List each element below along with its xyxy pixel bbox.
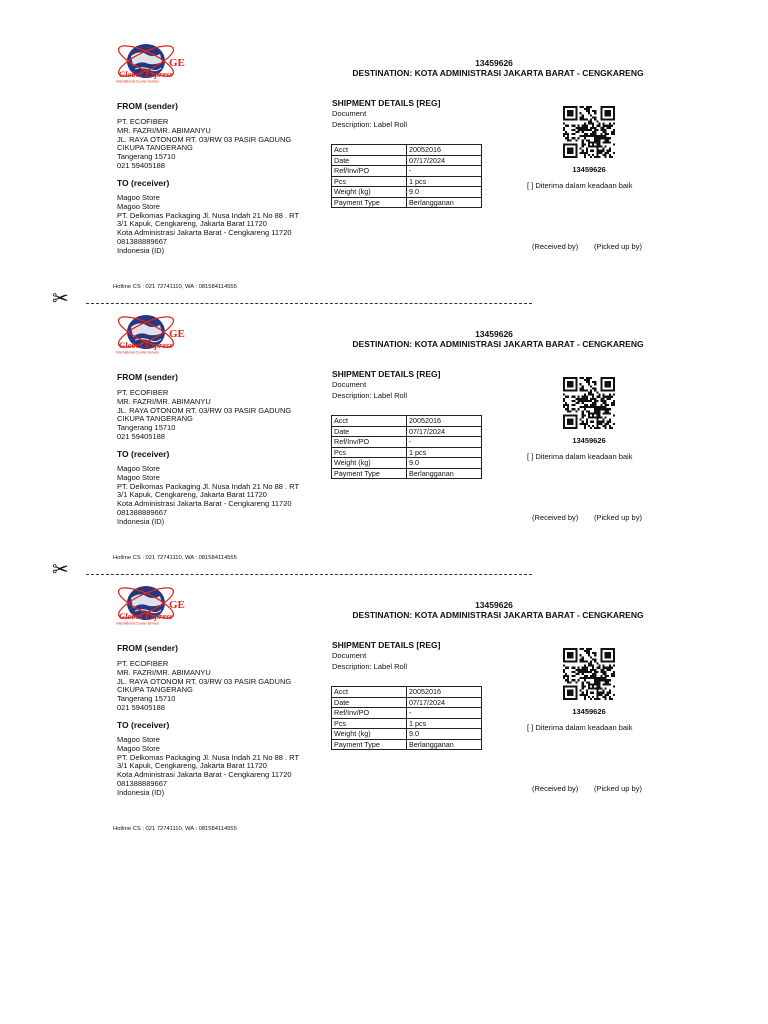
shipment-description: Description: Label Roll [332, 120, 408, 129]
address-line: Magoo Store [117, 735, 160, 744]
detail-row [332, 718, 482, 729]
shipment-details-table [331, 415, 482, 479]
detail-row [332, 697, 482, 708]
globe-logo-icon [113, 313, 185, 355]
detail-value: Berlangganan [407, 468, 482, 479]
address-line: Indonesia (ID) [117, 516, 165, 526]
awb-number: 13459626 [475, 58, 513, 68]
detail-key: Payment Type [332, 468, 407, 479]
address-line: Kota Administrasi Jakarta Barat - Cengkareng 11720 [117, 228, 292, 238]
detail-key: Ref/Inv/PO [332, 708, 407, 719]
detail-row [332, 166, 482, 177]
awb-header [336, 58, 652, 78]
logo-letters: GE [169, 57, 185, 69]
shipment-description: Description: Label Roll [332, 391, 408, 400]
destination: DESTINATION: KOTA ADMINISTRASI JAKARTA BARAT - CENGKARENG [352, 68, 644, 78]
qr-code-icon [563, 377, 615, 429]
detail-value: 20052016 [407, 416, 482, 427]
qr-number: 13459626 [572, 436, 606, 445]
detail-row [332, 687, 482, 698]
sender-address [117, 118, 291, 171]
shipping-label-1 [0, 0, 768, 290]
received-by: (Received by) [532, 242, 579, 251]
address-line: Indonesia (ID) [117, 787, 165, 797]
address-line: CIKUPA TANGERANG [117, 414, 193, 424]
acceptance-check: [ ] Diterima dalam keadaan baik [527, 452, 633, 461]
globe-logo-icon [113, 42, 185, 84]
detail-key: Date [332, 155, 407, 166]
detail-value: 1 pcs [407, 447, 482, 458]
address-line: 3/1 Kapuk, Cengkareng, Jakarta Barat 11720 [117, 761, 267, 771]
qr-code-icon [563, 106, 615, 158]
received-by: (Received by) [532, 784, 579, 793]
logo-letters: GE [169, 599, 185, 611]
from-title: FROM (sender) [117, 372, 178, 382]
detail-key: Acct [332, 145, 407, 156]
to-title: TO (receiver) [117, 178, 170, 188]
detail-value: 9.0 [407, 187, 482, 198]
logo-name: Global Express [119, 340, 173, 350]
address-line: PT. Delkomas Packaging Jl. Nusa Indah 21 No 88 . RT [117, 210, 300, 220]
receiver-address [117, 465, 299, 527]
detail-key: Acct [332, 687, 407, 698]
address-line: CIKUPA TANGERANG [117, 143, 193, 153]
detail-row [332, 437, 482, 448]
acceptance-check: [ ] Diterima dalam keadaan baik [527, 181, 633, 190]
detail-row [332, 187, 482, 198]
detail-value: - [407, 166, 482, 177]
detail-value: 1 pcs [407, 718, 482, 729]
detail-value: 1 pcs [407, 176, 482, 187]
address-line: Magoo Store [117, 472, 160, 482]
detail-row [332, 447, 482, 458]
address-line: 3/1 Kapuk, Cengkareng, Jakarta Barat 11720 [117, 490, 267, 500]
detail-key: Ref/Inv/PO [332, 166, 407, 177]
detail-row [332, 426, 482, 437]
detail-row [332, 739, 482, 750]
detail-value: 07/17/2024 [407, 426, 482, 437]
address-line: PT. ECOFIBER [117, 659, 169, 668]
picked-up-by: (Picked up by) [594, 513, 642, 522]
awb-number: 13459626 [475, 329, 513, 339]
detail-row [332, 176, 482, 187]
address-line: Magoo Store [117, 464, 160, 473]
sender-address [117, 389, 291, 442]
logo-tagline: International Courier Service [116, 621, 159, 626]
shipment-details-table [331, 686, 482, 750]
qr-code-icon [563, 648, 615, 700]
hotline: Hotline CS : 021 72741110, WA : 081584114555 [113, 555, 237, 561]
detail-row [332, 155, 482, 166]
detail-row [332, 416, 482, 427]
logo-tagline: International Courier Service [116, 350, 159, 355]
address-line: Magoo Store [117, 193, 160, 202]
shipment-details-title: SHIPMENT DETAILS [REG] [332, 640, 441, 650]
address-line: JL. RAYA OTONOM RT. 03/RW 03 PASIR GADUNG [117, 405, 292, 415]
address-line: MR. FAZRI/MR. ABIMANYU [117, 125, 211, 135]
detail-key: Weight (kg) [332, 187, 407, 198]
address-line: JL. RAYA OTONOM RT. 03/RW 03 PASIR GADUNG [117, 134, 292, 144]
detail-key: Acct [332, 416, 407, 427]
address-line: MR. FAZRI/MR. ABIMANYU [117, 396, 211, 406]
shipment-details-table [331, 144, 482, 208]
to-title: TO (receiver) [117, 720, 170, 730]
shipment-details-title: SHIPMENT DETAILS [REG] [332, 98, 441, 108]
detail-value: - [407, 437, 482, 448]
detail-value: 20052016 [407, 145, 482, 156]
detail-value: 07/17/2024 [407, 697, 482, 708]
detail-key: Pcs [332, 447, 407, 458]
address-line: 081388889667 [117, 236, 168, 246]
logo-name: Global Express [119, 611, 173, 621]
scissors-icon: ✂ [52, 288, 69, 310]
detail-key: Date [332, 426, 407, 437]
cut-line-1 [52, 288, 532, 311]
address-line: Tangerang 15710 [117, 423, 176, 433]
address-line: Tangerang 15710 [117, 152, 176, 162]
from-title: FROM (sender) [117, 101, 178, 111]
detail-row [332, 197, 482, 208]
detail-value: 20052016 [407, 687, 482, 698]
hotline: Hotline CS : 021 72741110, WA : 081584114555 [113, 284, 237, 290]
detail-value: 9.0 [407, 458, 482, 469]
hotline: Hotline CS : 021 72741110, WA : 081584114555 [113, 826, 237, 832]
detail-key: Ref/Inv/PO [332, 437, 407, 448]
awb-header [336, 329, 652, 349]
detail-key: Payment Type [332, 197, 407, 208]
detail-key: Pcs [332, 718, 407, 729]
shipment-details-title: SHIPMENT DETAILS [REG] [332, 369, 441, 379]
detail-value: Berlangganan [407, 739, 482, 750]
picked-up-by: (Picked up by) [594, 242, 642, 251]
detail-key: Pcs [332, 176, 407, 187]
address-line: PT. ECOFIBER [117, 388, 169, 397]
detail-row [332, 458, 482, 469]
shipping-label-2 [0, 271, 768, 561]
dashed-divider [86, 303, 532, 304]
address-line: 021 59405188 [117, 702, 165, 712]
shipment-type: Document [332, 380, 367, 389]
address-line: Indonesia (ID) [117, 245, 165, 255]
logo-name: Global Express [119, 69, 173, 79]
logo-letters: GE [169, 328, 185, 340]
picked-up-by: (Picked up by) [594, 784, 642, 793]
detail-row [332, 708, 482, 719]
logo-tagline: International Courier Service [116, 79, 159, 84]
address-line: 021 59405188 [117, 431, 165, 441]
address-line: Kota Administrasi Jakarta Barat - Cengkareng 11720 [117, 770, 292, 780]
detail-value: - [407, 708, 482, 719]
qr-number: 13459626 [572, 707, 606, 716]
address-line: PT. ECOFIBER [117, 117, 169, 126]
destination: DESTINATION: KOTA ADMINISTRASI JAKARTA BARAT - CENGKARENG [352, 339, 644, 349]
address-line: MR. FAZRI/MR. ABIMANYU [117, 667, 211, 677]
address-line: Kota Administrasi Jakarta Barat - Cengkareng 11720 [117, 499, 292, 509]
detail-row [332, 729, 482, 740]
receiver-address [117, 194, 299, 256]
to-title: TO (receiver) [117, 449, 170, 459]
scissors-icon: ✂ [52, 559, 69, 581]
detail-key: Weight (kg) [332, 458, 407, 469]
address-line: PT. Delkomas Packaging Jl. Nusa Indah 21 No 88 . RT [117, 752, 300, 762]
detail-key: Date [332, 697, 407, 708]
acceptance-check: [ ] Diterima dalam keadaan baik [527, 723, 633, 732]
address-line: Magoo Store [117, 743, 160, 753]
detail-row [332, 468, 482, 479]
address-line: Magoo Store [117, 201, 160, 211]
detail-row [332, 145, 482, 156]
received-by: (Received by) [532, 513, 579, 522]
address-line: 3/1 Kapuk, Cengkareng, Jakarta Barat 11720 [117, 219, 267, 229]
address-line: JL. RAYA OTONOM RT. 03/RW 03 PASIR GADUNG [117, 676, 292, 686]
dashed-divider [86, 574, 532, 575]
from-title: FROM (sender) [117, 643, 178, 653]
detail-key: Weight (kg) [332, 729, 407, 740]
address-line: 081388889667 [117, 778, 168, 788]
detail-value: 9.0 [407, 729, 482, 740]
address-line: PT. Delkomas Packaging Jl. Nusa Indah 21 No 88 . RT [117, 481, 300, 491]
shipment-type: Document [332, 109, 367, 118]
awb-number: 13459626 [475, 600, 513, 610]
sender-address [117, 660, 291, 713]
globe-logo-icon [113, 584, 185, 626]
address-line: 081388889667 [117, 507, 168, 517]
receiver-address [117, 736, 299, 798]
cut-line-2 [52, 559, 532, 582]
destination: DESTINATION: KOTA ADMINISTRASI JAKARTA BARAT - CENGKARENG [352, 610, 644, 620]
detail-key: Payment Type [332, 739, 407, 750]
detail-value: 07/17/2024 [407, 155, 482, 166]
awb-header [336, 600, 652, 620]
address-line: Tangerang 15710 [117, 694, 176, 704]
detail-value: Berlangganan [407, 197, 482, 208]
address-line: CIKUPA TANGERANG [117, 685, 193, 695]
shipping-label-3 [0, 542, 768, 832]
address-line: 021 59405188 [117, 160, 165, 170]
shipment-type: Document [332, 651, 367, 660]
qr-number: 13459626 [572, 165, 606, 174]
shipment-description: Description: Label Roll [332, 662, 408, 671]
